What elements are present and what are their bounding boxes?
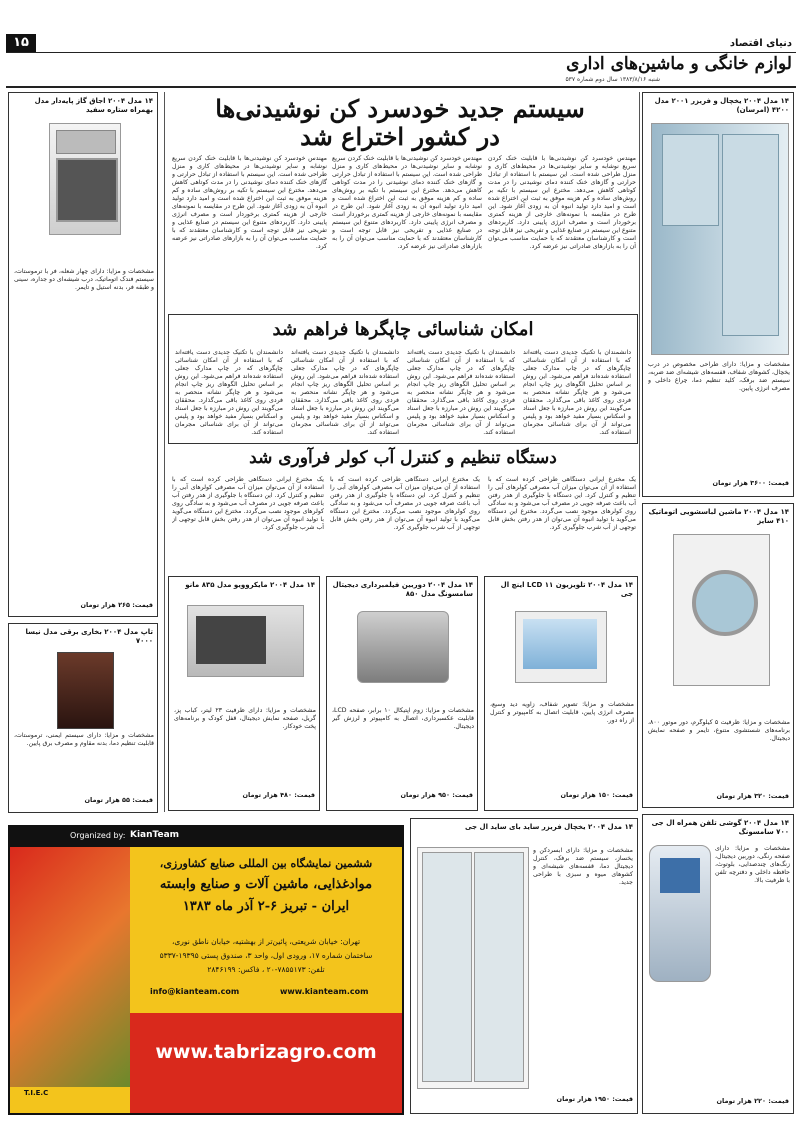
article3-col-3: یک مخترع ایرانی دستگاهی طراحی کرده است که با استفاده از آن می‌توان میزان آب مصرفی کولرهای آبی را تنظیم و کنترل کرد. این دستگاه با جلوگیری از هدر رفتن آب باعث صرفه جویی در مصرف آب می‌شود و به سادگی روی کولرهای موجود نصب می‌گردد. مخترع این دستگاه می‌گوید با تولید انبوه آن می‌توان از هدر رفتن بخش قابل توجهی از آب شرب جلوگیری کرد. — [172, 476, 324, 531]
article2-col-4: دانشمندان با تکنیک جدیدی دست یافته‌اند که با استفاده از آن امکان شناسائی چاپگرهای که در چاپ مدارک جعلی استفاده شده‌اند فراهم می‌شود. این روش بر اساس تحلیل الگوهای ریز چاپ انجام می‌شود و هر چاپگر نشانه منحصر به فردی روی کاغذ باقی می‌گذارد. محققان می‌گویند این روش در مبارزه با جعل اسناد و اسکناس بسیار مفید خواهد بود و پلیس می‌تواند از آن برای شناسائی مجرمان استفاده کند. — [175, 349, 283, 436]
microwave-specs: مشخصات و مزایا: دارای ظرفیت ۲۳ لیتر، کباب پز، گریل، صفحه نمایش دیجیتال، قفل کودک و برنامه‌های پخت خودکار. — [174, 707, 316, 730]
ad-organizer: KianTeam — [130, 830, 180, 840]
washer-card — [642, 503, 794, 808]
main-article-col-3: مهندس خودسرد کن نوشیدنی‌ها با قابلیت خنک کردن سریع نوشابه و سایر نوشیدنی‌ها در محیط‌های کاری و منزل طراحی شده است. این سیستم با استفاده از تبادل حرارتی و گازهای خنک کننده دمای نوشیدنی را در مدت کوتاهی کاهش می‌دهد. مخترع این سیستم با تکیه بر روش‌های ساده و کم هزینه موفق به ثبت این اختراع شده است و امید دارد تولید انبوه آن به زودی آغاز شود. این طرح در مقایسه با نمونه‌های خارجی از هزینه کمتری برخوردار است و مصرف انرژی پایینی دارد. کاربردهای متنوع این سیستم در صنایع غذایی و تفریحی نیز قابل توجه است و کارشناسان معتقدند که با حمایت مناسب می‌توان آن را به بازارهای صادراتی نیز عرضه کرد. — [172, 155, 327, 250]
ad-logo: T.I.E.C — [24, 1089, 49, 1097]
header-rule — [6, 52, 796, 53]
washer-caption: ۱۴ مدل ۲۰۰۴ ماشین لباسشویی اتوماتیک ۴۱۰ سایز — [648, 508, 789, 525]
ad-subtitle-1: موادغذایی، ماشین آلات و صنایع وابسته — [159, 877, 373, 892]
heater-image — [57, 652, 114, 729]
fridge-card — [642, 92, 794, 497]
ad-left-art — [10, 847, 130, 1087]
article3-col-2: یک مخترع ایرانی دستگاهی طراحی کرده است که با استفاده از آن می‌توان میزان آب مصرفی کولرهای آبی را تنظیم و کنترل کرد. این دستگاه با جلوگیری از هدر رفتن آب باعث صرفه جویی در مصرف آب می‌شود و به سادگی روی کولرهای موجود نصب می‌گردد. مخترع این دستگاه می‌گوید با تولید انبوه آن می‌توان از هدر رفتن بخش قابل توجهی از آب شرب جلوگیری کرد. — [330, 476, 480, 531]
ad-website[interactable]: www.kianteam.com — [280, 987, 369, 996]
column-divider-left — [164, 92, 165, 812]
article2-col-3: دانشمندان با تکنیک جدیدی دست یافته‌اند که با استفاده از آن امکان شناسائی چاپگرهای که در چاپ مدارک جعلی استفاده شده‌اند فراهم می‌شود. این روش بر اساس تحلیل الگوهای ریز چاپ انجام می‌شود و هر چاپگر نشانه منحصر به فردی روی کاغذ باقی می‌گذارد. محققان می‌گویند این روش در مبارزه با جعل اسناد و اسکناس بسیار مفید خواهد بود و پلیس می‌تواند از آن برای شناسائی مجرمان استفاده کند. — [291, 349, 399, 436]
ad-address-2: ساختمان شماره ۱۷، ورودی اول، واحد ۳، صندوق پستی ۱۹۳۹۵-۵۳۳۷ — [159, 951, 373, 960]
article2-col-2: دانشمندان با تکنیک جدیدی دست یافته‌اند که با استفاده از آن امکان شناسائی چاپگرهای که در چاپ مدارک جعلی استفاده شده‌اند فراهم می‌شود. این روش بر اساس تحلیل الگوهای ریز چاپ انجام می‌شود و هر چاپگر نشانه منحصر به فردی روی کاغذ باقی می‌گذارد. محققان می‌گویند این روش در مبارزه با جعل اسناد و اسکناس بسیار مفید خواهد بود و پلیس می‌تواند از آن برای شناسائی مجرمان استفاده کند. — [407, 349, 515, 436]
fridge2-price: قیمت: ۱۹۵۰ هزار تومان — [556, 1095, 633, 1103]
main-article-col-2: مهندس خودسرد کن نوشیدنی‌ها با قابلیت خنک کردن سریع نوشابه و سایر نوشیدنی‌ها در محیط‌های کاری و منزل طراحی شده است. این سیستم با استفاده از تبادل حرارتی و گازهای خنک کننده دمای نوشیدنی را در مدت کوتاهی کاهش می‌دهد. مخترع این سیستم با تکیه بر روش‌های ساده و کم هزینه موفق به ثبت این اختراع شده است و امید دارد تولید انبوه آن به زودی آغاز شود. این طرح در مقایسه با نمونه‌های خارجی از هزینه کمتری برخوردار است و مصرف انرژی پایینی دارد. کاربردهای متنوع این سیستم در صنایع غذایی و تفریحی نیز قابل توجه است و کارشناسان معتقدند که با حمایت مناسب می‌توان آن را به بازارهای صادراتی نیز عرضه کرد. — [332, 155, 482, 250]
main-headline-2: در کشور اختراع شد — [300, 122, 500, 151]
fridge2-card — [410, 818, 638, 1114]
washer-price: قیمت: ۳۲۰ هزار تومان — [716, 792, 789, 800]
ad-bottom-band — [130, 1013, 402, 1113]
monitor-caption: ۱۴ مدل ۲۰۰۴ تلویزیون LCD ۱۱ اینچ ال جی — [500, 581, 633, 598]
issue-line: شنبه ۱۳۸۳/۸/۱۶ سال دوم شماره ۵۳۷ — [565, 76, 660, 83]
microwave-caption: ۱۴ مدل ۲۰۰۴ مایکروویو مدل ۸۳۵ مانو — [185, 581, 315, 589]
phone-price: قیمت: ۲۲۰ هزار تومان — [716, 1097, 789, 1105]
heater-price: قیمت: ۵۵ هزار تومان — [84, 796, 153, 804]
camcorder-image — [357, 611, 449, 683]
fridge2-image — [417, 847, 529, 1089]
camcorder-price: قیمت: ۹۵۰ هزار تومان — [400, 791, 473, 799]
stove-price: قیمت: ۲۶۵ هزار تومان — [80, 601, 153, 609]
section-title: لوازم خانگی و ماشین‌های اداری — [566, 54, 792, 74]
fridge-image — [651, 123, 789, 355]
stove-caption: ۱۴ مدل ۲۰۰۴ اجاق گاز پایه‌دار مدل بهمراه ستاره سفید — [34, 97, 153, 114]
camcorder-card — [326, 576, 478, 811]
monitor-specs: مشخصات و مزایا: تصویر شفاف، زاویه دید وسیع، مصرف انرژی پایین، قابلیت اتصال به کامپیوتر و کنترل از راه دور. — [490, 701, 634, 724]
article3-col-1: یک مخترع ایرانی دستگاهی طراحی کرده است که با استفاده از آن می‌توان میزان آب مصرفی کولرهای آبی را تنظیم و کنترل کرد. این دستگاه با جلوگیری از هدر رفتن آب باعث صرفه جویی در مصرف آب می‌شود و به سادگی روی کولرهای موجود نصب می‌گردد. مخترع این دستگاه می‌گوید با تولید انبوه آن می‌توان از هدر رفتن بخش قابل توجهی از آب شرب جلوگیری کرد. — [488, 476, 636, 531]
article2-col-1: دانشمندان با تکنیک جدیدی دست یافته‌اند که با استفاده از آن امکان شناسائی چاپگرهای که در چاپ مدارک جعلی استفاده شده‌اند فراهم می‌شود. این روش بر اساس تحلیل الگوهای ریز چاپ انجام می‌شود و هر چاپگر نشانه منحصر به فردی روی کاغذ باقی می‌گذارد. محققان می‌گویند این روش در مبارزه با جعل اسناد و اسکناس بسیار مفید خواهد بود و پلیس می‌تواند از آن برای شناسائی مجرمان استفاده کند. — [523, 349, 631, 436]
ad-email[interactable]: info@kianteam.com — [150, 987, 240, 996]
stove-image — [49, 123, 121, 235]
paper-name: دنیای اقتصاد — [729, 38, 792, 49]
ad-top-bar — [10, 827, 402, 847]
phone-image — [649, 845, 711, 982]
fridge2-specs: مشخصات و مزایا: دارای آبسردکن و یخساز، سیستم ضد برفک، کنترل دیجیتال دما، قفسه‌های شیشه‌ای و کشوهای میوه و سبزی با طراحی جدید. — [533, 847, 633, 886]
monitor-card — [484, 576, 638, 811]
heater-specs: مشخصات و مزایا: دارای سیستم ایمنی، ترموستات، قابلیت تنظیم دما، بدنه مقاوم و مصرف برق پایین. — [14, 732, 154, 747]
heater-card — [8, 623, 158, 813]
ad-phone: تلفن: ۷۸۵۵۱۷۳-۲۰ ، فاکس: ۲۸۴۶۱۹۹ — [207, 965, 325, 974]
header-rule-2 — [6, 86, 796, 88]
page-number-badge: ۱۵ — [6, 34, 36, 52]
monitor-image — [515, 611, 607, 683]
microwave-card — [168, 576, 320, 811]
column-divider-right — [639, 92, 640, 497]
phone-specs: مشخصات و مزایا: دارای صفحه رنگی، دوربین دیجیتال، زنگ‌های چندصدایی، بلوتوث، حافظه داخلی و دفترچه تلفن با ظرفیت بالا. — [715, 845, 790, 884]
article2-box — [168, 314, 638, 444]
microwave-image — [187, 605, 304, 677]
heater-caption: تاپ مدل ۲۰۰۴ بخاری برقی مدل نیسا ۷۰۰۰ — [25, 628, 153, 645]
main-article-col-1: مهندس خودسرد کن نوشیدنی‌ها با قابلیت خنک کردن سریع نوشابه و سایر نوشیدنی‌ها در محیط‌های کاری و منزل طراحی شده است. این سیستم با استفاده از تبادل حرارتی و گازهای خنک کننده دمای نوشیدنی را در مدت کوتاهی کاهش می‌دهد. مخترع این سیستم با تکیه بر روش‌های ساده و کم هزینه موفق به ثبت این اختراع شده است و امید دارد تولید انبوه آن به زودی آغاز شود. این طرح در مقایسه با نمونه‌های خارجی از هزینه کمتری برخوردار است و مصرف انرژی پایینی دارد. کاربردهای متنوع این سیستم در صنایع غذایی و تفریحی نیز قابل توجه است و کارشناسان معتقدند که با حمایت مناسب می‌توان آن را به بازارهای صادراتی نیز عرضه کرد. — [488, 155, 636, 250]
stove-specs: مشخصات و مزایا: دارای چهار شعله، فر با ترموستات، سیستم فندک اتوماتیک، درب شیشه‌ای دو جداره، سینی و طبقه فر، بدنه استیل و تایمر. — [14, 268, 154, 291]
monitor-price: قیمت: ۱۵۰ هزار تومان — [560, 791, 633, 799]
article3-headline: دستگاه تنظیم و کنترل آب کولر فرآوری شد — [249, 448, 557, 468]
ad-title: ششمین نمایشگاه بین المللی صنایع کشاورزی، — [159, 857, 373, 870]
ad-subtitle-2: ایران - تبریز ۶-۲ آذر ماه ۱۳۸۳ — [182, 899, 350, 914]
ad-url-large[interactable]: www.tabrizagro.com — [155, 1041, 377, 1063]
phone-card — [642, 814, 794, 1114]
camcorder-specs: مشخصات و مزایا: زوم اپتیکال ۱۰ برابر، صفحه LCD، قابلیت عکسبرداری، اتصال به کامپیوتر و لرزش گیر دیجیتال. — [332, 707, 474, 730]
main-headline-1: سیستم جدید خودسرد کن نوشیدنی‌ها — [215, 94, 585, 123]
fridge-specs: مشخصات و مزایا: دارای طراحی مخصوص در درب یخچال، کشوهای شفاف، قفسه‌های شیشه‌ای ضد ضربه، سیستم ضد برفک، کلید تنظیم دما، چراغ داخلی و مصرف انرژی پایین. — [648, 361, 790, 392]
phone-caption: ۱۴ مدل ۲۰۰۴ گوشی تلفن همراه ال جی ۷۰۰ سامسونگ — [651, 819, 789, 836]
ad-address-1: تهران: خیابان شریعتی، پائین‌تر از بهشتیه، خیابان ناطق نوری، — [171, 937, 361, 946]
washer-specs: مشخصات و مزایا: ظرفیت ۵ کیلوگرم، دور موتور ۸۰۰، برنامه‌های شستشوی متنوع، تایمر و صفحه نمایش دیجیتال. — [648, 719, 790, 742]
exhibition-ad — [8, 825, 404, 1115]
washer-image — [673, 534, 770, 686]
camcorder-caption: ۱۴ مدل ۲۰۰۴ دوربین فیلمبرداری دیجیتال سامسونگ مدل ۸۵۰ — [332, 581, 473, 598]
fridge-caption: ۱۴ مدل ۲۰۰۴ یخچال و فریزر ۲۰۰۱ مدل ۴۲۰۰ (امرسان) — [654, 97, 789, 114]
article2-headline: امکان شناسائی چاپگرها فراهم شد — [272, 319, 534, 340]
stove-card — [8, 92, 158, 617]
microwave-price: قیمت: ۴۸۰ هزار تومان — [242, 791, 315, 799]
fridge-price: قیمت: ۳۶۰۰ هزار تومان — [712, 479, 789, 487]
fridge2-caption: ۱۴ مدل ۲۰۰۴ یخچال فریزر ساید بای ساید ال جی — [464, 823, 633, 831]
ad-organized-by: Organized by: — [70, 831, 126, 840]
